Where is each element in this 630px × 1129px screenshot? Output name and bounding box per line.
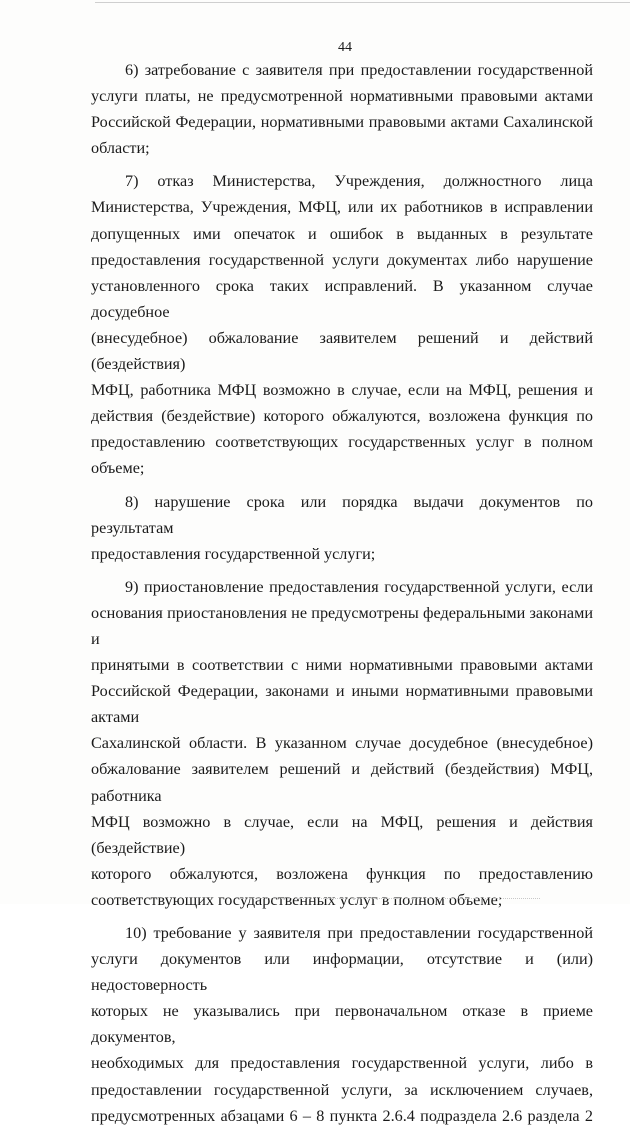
text-line: услуги документов или информации, отсутствие и (или) недостоверность (91, 950, 593, 995)
text-line: предоставления государственной услуги документах либо нарушение (91, 250, 593, 269)
text-line: Российской Федерации, нормативными правовыми актами Сахалинской (91, 113, 593, 132)
text-line: МФЦ возможно в случае, если на МФЦ, решения и действия (бездействие) (91, 812, 593, 857)
text-line: установленного срока таких исправлений. В указанном случае досудебное (91, 276, 593, 321)
text-line: допущенных ими опечаток и ошибок в выданных в результате (91, 224, 593, 243)
scan-bottom-mark (240, 898, 540, 899)
paragraph-5 (91, 920, 593, 1129)
text-line: Министерства, Учреждения, МФЦ, или их работников в исправлении (91, 198, 593, 217)
text-line: 6) затребование с заявителя при предоставлении государственной (125, 61, 593, 79)
text-line: предоставлению соответствующих государственных услуг в полном объеме; (91, 433, 593, 478)
text-line: Сахалинской области. В указанном случае досудебное (внесудебное) (91, 734, 593, 753)
text-line: которых не указывались при первоначальном отказе в приеме документов, (91, 1002, 593, 1047)
text-line: которого обжалуются, возложена функция по предоставлению (91, 864, 593, 883)
text-line: услуги платы, не предусмотренной нормативными правовыми актами (91, 87, 593, 106)
text-line: 8) нарушение срока или порядка выдачи документов по результатам (91, 492, 593, 537)
page-number: 44 (338, 40, 352, 55)
text-line: 10) требование у заявителя при предоставлении государственной (125, 924, 593, 942)
document-body (91, 57, 593, 1129)
text-line: соответствующих государственных услуг в полном объеме; (91, 890, 503, 909)
text-line: обжалование заявителем решений и действий (бездействия) МФЦ, работника (91, 760, 593, 805)
paragraph-1 (91, 57, 593, 161)
text-line: (внесудебное) обжалование заявителем решений и действий (бездействия) (91, 328, 593, 374)
text-line: действия (бездействие) которого обжалуются, возложена функция по (91, 407, 593, 426)
text-line: основания приостановления не предусмотрены федеральными законами и (91, 603, 593, 648)
text-line: предусмотренных абзацами 6 – 8 пункта 2.6.4 подраздела 2.6 раздела 2 (91, 1106, 593, 1125)
text-line: МФЦ, работника МФЦ возможно в случае, если на МФЦ, решения и (91, 381, 593, 400)
text-line: Российской Федерации, законами и иными нормативными правовыми актами (91, 682, 593, 727)
text-line: 9) приостановление предоставления государственной услуги, если (125, 577, 593, 596)
text-line: принятыми в соответствии с ними нормативными правовыми актами (91, 656, 593, 675)
paragraph-2 (91, 168, 593, 481)
paragraph-3 (91, 489, 593, 567)
text-line: 7) отказ Министерства, Учреждения, должностного лица (125, 172, 593, 191)
text-line: области; (91, 139, 150, 158)
scan-edge-line (95, 2, 630, 3)
text-line: предоставления государственной услуги; (91, 544, 376, 563)
text-line: необходимых для предоставления государственной услуги, либо в (91, 1054, 593, 1073)
paragraph-4 (91, 574, 593, 913)
text-line: предоставлении государственной услуги, за исключением случаев, (91, 1080, 593, 1099)
